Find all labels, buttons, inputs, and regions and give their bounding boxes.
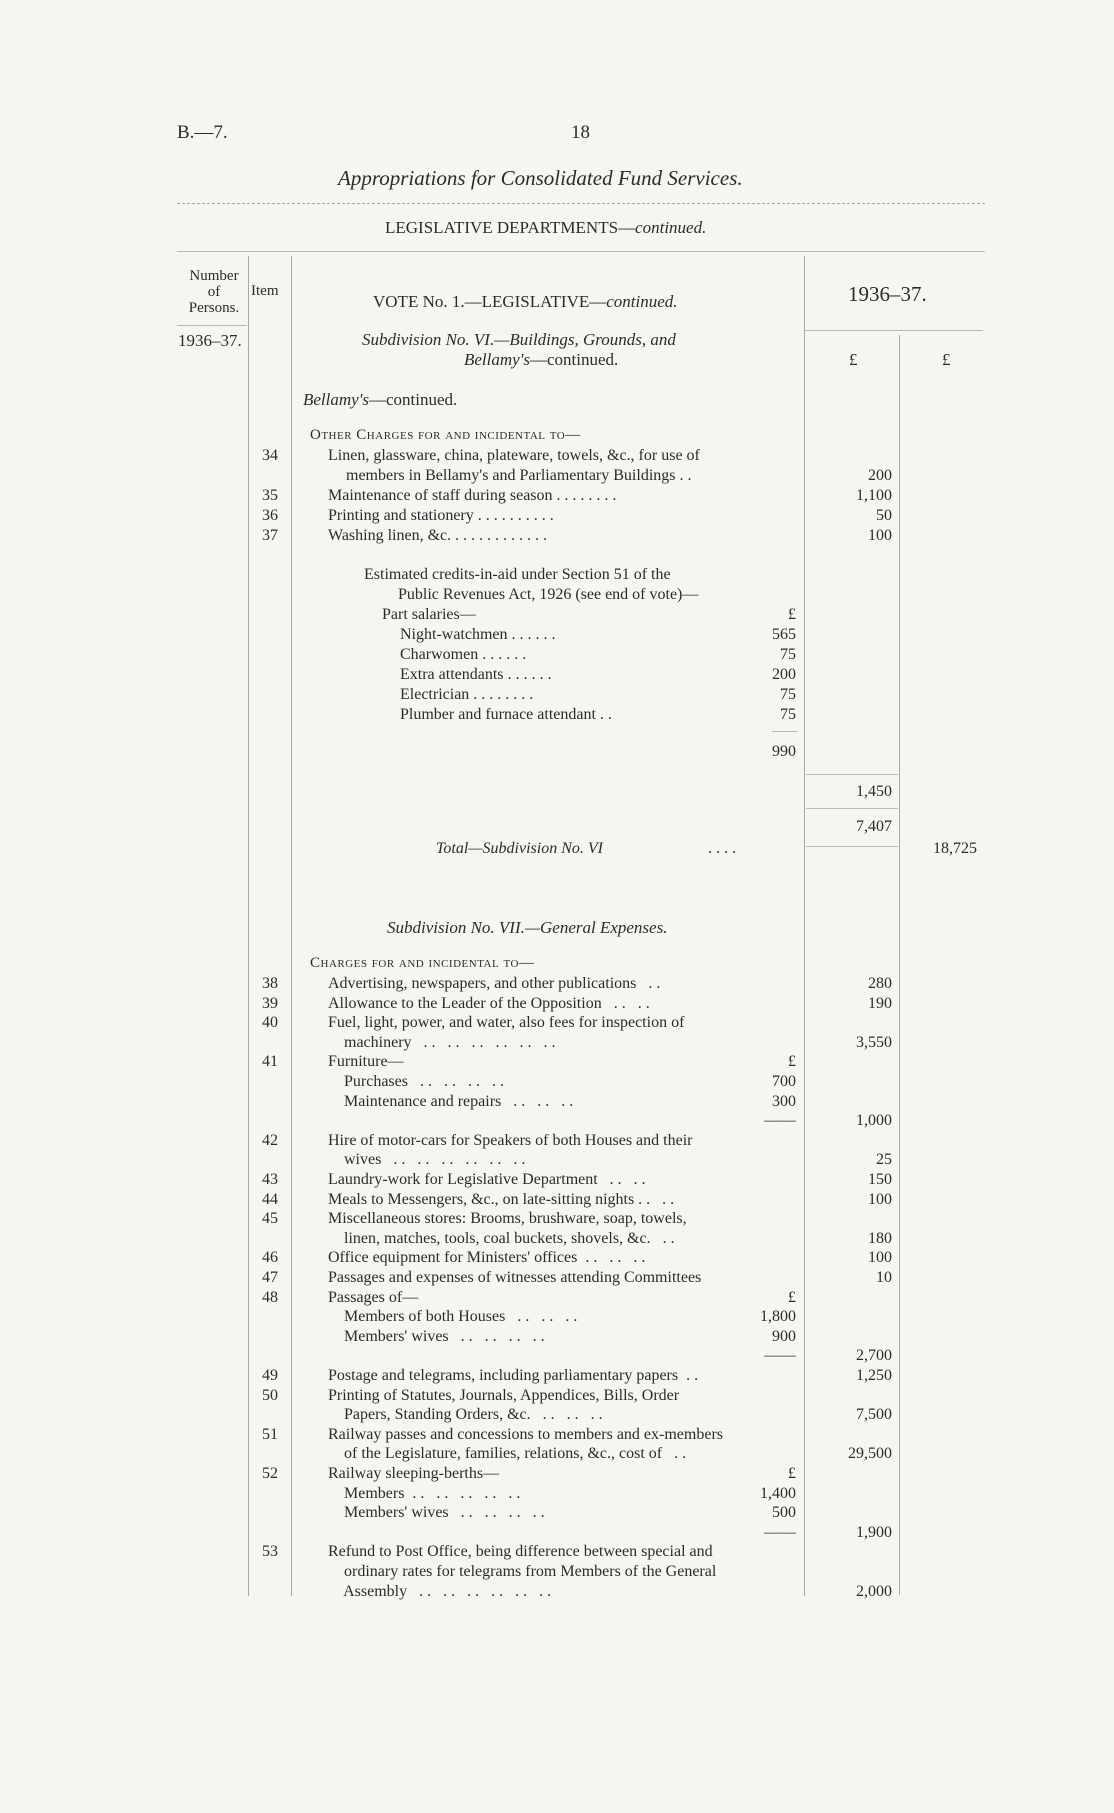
- item-description: Office equipment for Ministers' offices . . . . . .: [328, 1249, 646, 1266]
- subdivision-vi-continued: —continued.: [529, 350, 619, 369]
- item-description: Railway passes and concessions to members and ex-members: [328, 1426, 724, 1443]
- persons-header-rule: [177, 325, 247, 326]
- page-title: Appropriations for Consolidated Fund Services.: [338, 166, 743, 190]
- item-description: wives . . . . . . . . . . . .: [328, 1151, 526, 1168]
- item-number: 37: [262, 527, 278, 544]
- item-amount: 150: [868, 1171, 892, 1188]
- item-number: 45: [262, 1210, 278, 1227]
- credits-pound-sign: £: [788, 606, 796, 623]
- item-description: Assembly . . . . . . . . . . . .: [328, 1583, 552, 1600]
- department-name: LEGISLATIVE DEPARTMENTS—: [385, 218, 636, 237]
- subtotal-rule-top: [806, 774, 898, 775]
- item-number: 48: [262, 1289, 278, 1306]
- persons-header-line3: Persons.: [188, 300, 240, 316]
- total-column-rule: [899, 335, 900, 1595]
- item-description: Refund to Post Office, being difference between special and: [328, 1543, 713, 1560]
- item-amount: 10: [876, 1269, 892, 1286]
- total-leader-dots: . . . .: [708, 840, 736, 857]
- item-column-rule: [291, 256, 292, 1596]
- credit-amount: 75: [780, 706, 796, 723]
- item-number: 40: [262, 1014, 278, 1031]
- credit-amount: 565: [772, 626, 796, 643]
- item-description: Postage and telegrams, including parliamentary papers . .: [328, 1367, 699, 1384]
- item-description: linen, matches, tools, coal buckets, shovels, &c. . .: [328, 1230, 675, 1247]
- vote-title: VOTE No. 1.—LEGISLATIVE—: [373, 292, 607, 311]
- department-continued: continued.: [635, 218, 707, 237]
- credit-label: Electrician . . . . . . . .: [400, 686, 534, 703]
- item-description: Passages and expenses of witnesses attending Committees: [328, 1269, 702, 1286]
- credits-total: 990: [772, 743, 796, 760]
- total-amount-right: 18,725: [933, 840, 977, 857]
- item-description: ordinary rates for telegrams from Members of the General: [328, 1563, 717, 1580]
- credit-label: Extra attendants . . . . . .: [400, 666, 552, 683]
- item-description: Linen, glassware, china, plateware, towels, &c., for use of: [328, 447, 700, 464]
- item-description: Papers, Standing Orders, &c. . . . . . .: [328, 1406, 603, 1423]
- item-description: Maintenance of staff during season . . . . . . . .: [328, 487, 617, 504]
- item-description: Laundry-work for Legislative Department . . . .: [328, 1171, 646, 1188]
- item-description: Passages of—: [328, 1289, 419, 1306]
- persons-column-rule: [248, 256, 249, 1596]
- item-description: Maintenance and repairs . . . . . .: [328, 1093, 574, 1110]
- inner-amount: 300: [772, 1093, 796, 1110]
- page-number: 18: [571, 122, 590, 143]
- item-amount: 1,250: [856, 1367, 892, 1384]
- item-number: 34: [262, 447, 278, 464]
- inner-amount: ——: [764, 1524, 796, 1541]
- item-amount: 100: [868, 1249, 892, 1266]
- bellamys-label: Bellamy's: [303, 390, 369, 409]
- item-number: 38: [262, 975, 278, 992]
- item-number: 41: [262, 1053, 278, 1070]
- item-amount: 190: [868, 995, 892, 1012]
- item-amount: 3,550: [856, 1034, 892, 1051]
- credit-label: Night-watchmen . . . . . .: [400, 626, 556, 643]
- inner-amount: ——: [764, 1347, 796, 1364]
- item-description: Miscellaneous stores: Brooms, brushware, soap, towels,: [328, 1210, 687, 1227]
- item-amount: 25: [876, 1151, 892, 1168]
- subdivision-vii-heading: Subdivision No. VII.—General Expenses.: [387, 918, 668, 937]
- item-amount: 2,700: [856, 1347, 892, 1364]
- item-description: Members' wives . . . . . . . .: [328, 1328, 545, 1345]
- item-amount: 200: [868, 467, 892, 484]
- persons-header-line2: of: [207, 284, 221, 300]
- inner-amount: 700: [772, 1073, 796, 1090]
- item-number: 35: [262, 487, 278, 504]
- item-number: 50: [262, 1387, 278, 1404]
- item-number: 51: [262, 1426, 278, 1443]
- item-number: 44: [262, 1191, 278, 1208]
- item-description: Hire of motor-cars for Speakers of both Houses and their: [328, 1132, 693, 1149]
- item-amount: 180: [868, 1230, 892, 1247]
- item-number: 36: [262, 507, 278, 524]
- subtotal-amount: 1,450: [856, 783, 892, 800]
- subdivision-vi-heading-line1: Subdivision No. VI.—Buildings, Grounds, and: [362, 330, 676, 349]
- item-amount: 1,900: [856, 1524, 892, 1541]
- credits-in-aid-line2: Public Revenues Act, 1926 (see end of vote)—: [398, 586, 699, 603]
- item-description: Railway sleeping-berths—: [328, 1465, 500, 1482]
- item-description: Purchases . . . . . . . .: [328, 1073, 504, 1090]
- department-heading: [385, 218, 706, 238]
- item-amount: 50: [876, 507, 892, 524]
- total-amount-mid: 7,407: [856, 818, 892, 835]
- charges-heading: Charges for and incidental to—: [310, 955, 535, 971]
- year-column-header: 1936–37.: [848, 282, 927, 306]
- credit-label: Plumber and furnace attendant . .: [400, 706, 612, 723]
- item-amount: 280: [868, 975, 892, 992]
- inner-amount: 900: [772, 1328, 796, 1345]
- item-amount: 29,500: [848, 1445, 892, 1462]
- item-amount: 1,000: [856, 1112, 892, 1129]
- item-number: 39: [262, 995, 278, 1012]
- item-description: machinery . . . . . . . . . . . .: [328, 1034, 556, 1051]
- item-description: Printing and stationery . . . . . . . . . .: [328, 507, 554, 524]
- inner-amount: ——: [764, 1112, 796, 1129]
- item-amount: 100: [868, 527, 892, 544]
- pound-sign-column1: £: [849, 350, 858, 369]
- item-description: Allowance to the Leader of the Opposition . . . .: [328, 995, 650, 1012]
- item-column-header: Item: [251, 283, 279, 299]
- persons-header-line1: Number: [189, 268, 239, 284]
- item-number: 53: [262, 1543, 278, 1560]
- vote-heading: [373, 292, 678, 312]
- inner-amount: £: [788, 1053, 796, 1070]
- item-amount: 2,000: [856, 1583, 892, 1600]
- persons-column-header: [186, 268, 242, 316]
- credit-amount: 200: [772, 666, 796, 683]
- item-description: Washing linen, &c. . . . . . . . . . . . .: [328, 527, 548, 544]
- item-number: 43: [262, 1171, 278, 1188]
- item-description: Members . . . . . . . . . .: [328, 1485, 521, 1502]
- year-header-rule: [805, 330, 983, 331]
- item-number: 46: [262, 1249, 278, 1266]
- item-number: 42: [262, 1132, 278, 1149]
- other-charges-heading: Other Charges for and incidental to—: [310, 427, 581, 443]
- item-description: Advertising, newspapers, and other publications . .: [328, 975, 661, 992]
- persons-year-label: 1936–37.: [178, 331, 242, 350]
- vote-continued: continued.: [606, 292, 678, 311]
- credit-label: Charwomen . . . . . .: [400, 646, 527, 663]
- item-description: of the Legislature, families, relations, &c., cost of . .: [328, 1445, 687, 1462]
- inner-amount: 1,800: [760, 1308, 796, 1325]
- page-reference: B.—7.: [177, 122, 228, 143]
- credits-in-aid-line1: Estimated credits-in-aid under Section 51 of the: [364, 566, 671, 583]
- credit-amount: 75: [780, 686, 796, 703]
- credits-rule: [772, 731, 798, 732]
- subtotal-rule-bottom: [806, 808, 898, 809]
- item-amount: 7,500: [856, 1406, 892, 1423]
- subdivision-vi-heading-line2: [464, 350, 618, 370]
- item-description: Members of both Houses . . . . . .: [328, 1308, 578, 1325]
- item-number: 52: [262, 1465, 278, 1482]
- pound-sign-column2: £: [942, 350, 951, 369]
- item-description: Fuel, light, power, and water, also fees for inspection of: [328, 1014, 685, 1031]
- amount-column-rule: [804, 256, 805, 1596]
- item-amount: 100: [868, 1191, 892, 1208]
- inner-amount: 1,400: [760, 1485, 796, 1502]
- item-number: 47: [262, 1269, 278, 1286]
- inner-amount: £: [788, 1289, 796, 1306]
- total-rule: [806, 846, 898, 847]
- bellamys-continued-label: [303, 390, 457, 410]
- bellamys-continued: —continued.: [368, 390, 458, 409]
- inner-amount: 500: [772, 1504, 796, 1521]
- item-description-cont: members in Bellamy's and Parliamentary Buildings . .: [346, 467, 692, 484]
- item-description: Members' wives . . . . . . . .: [328, 1504, 545, 1521]
- total-subdivision-vi-label: Total—Subdivision No. VI: [436, 840, 603, 857]
- inner-amount: £: [788, 1465, 796, 1482]
- item-number: 49: [262, 1367, 278, 1384]
- part-salaries-label: Part salaries—: [382, 606, 476, 623]
- item-description: Furniture—: [328, 1053, 404, 1070]
- table-top-rule: [177, 251, 985, 252]
- item-amount: 1,100: [856, 487, 892, 504]
- item-description: Meals to Messengers, &c., on late-sitting nights . . . .: [328, 1191, 675, 1208]
- title-rule: [177, 203, 985, 204]
- credit-amount: 75: [780, 646, 796, 663]
- subdivision-vi-bellamys: Bellamy's: [464, 350, 530, 369]
- item-description: Printing of Statutes, Journals, Appendices, Bills, Order: [328, 1387, 680, 1404]
